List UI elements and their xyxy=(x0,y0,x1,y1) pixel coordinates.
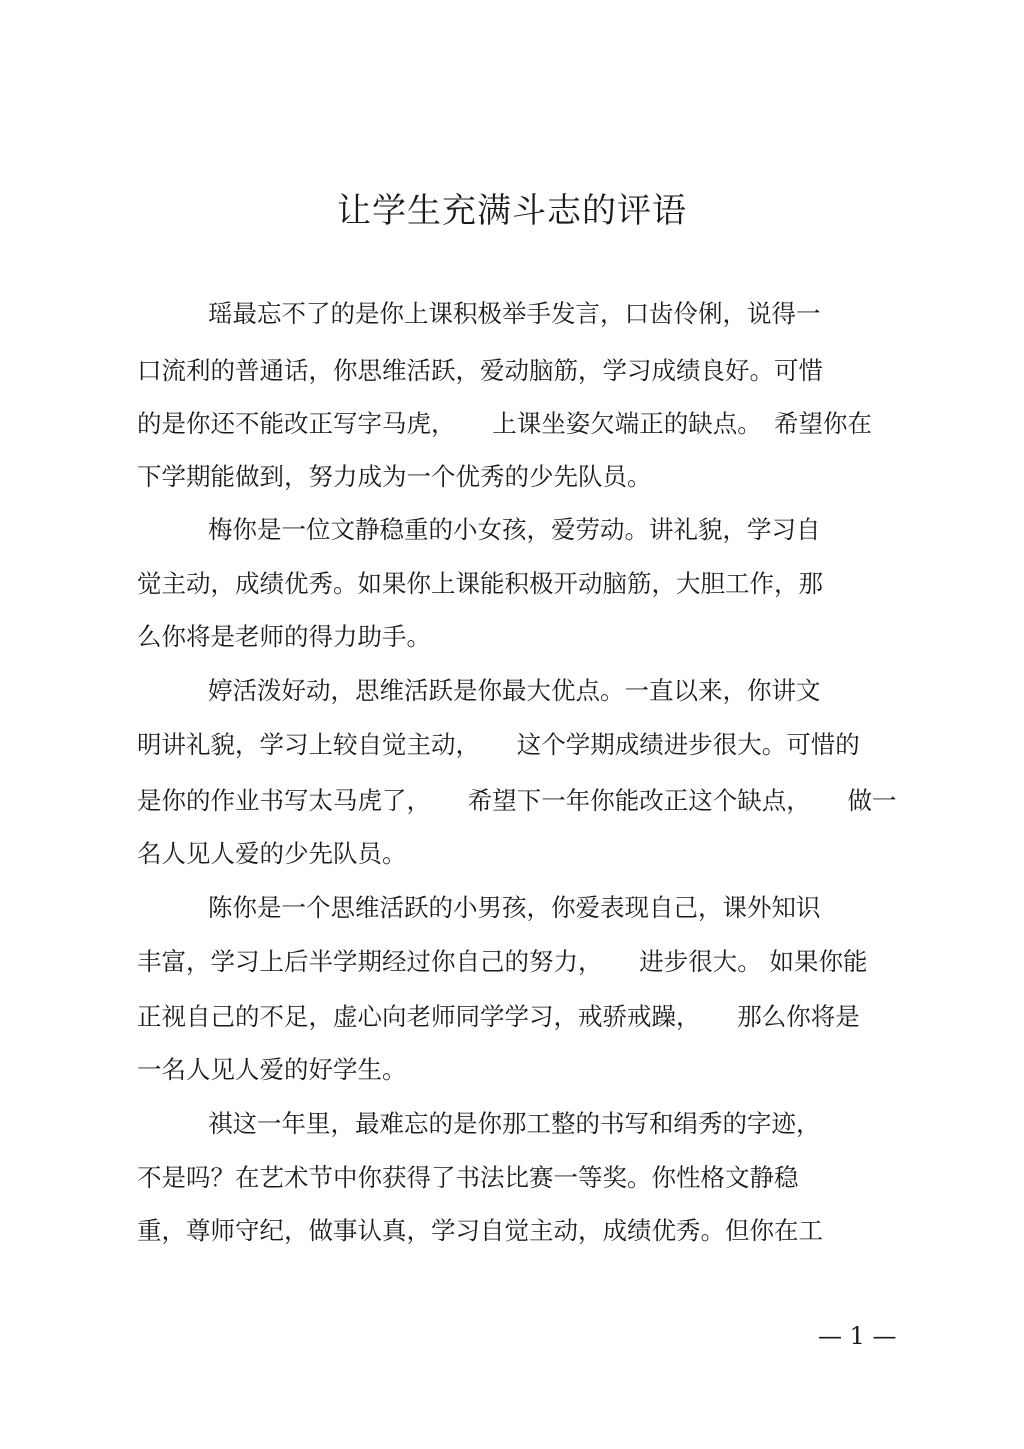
body-line: 陈你是一个思维活跃的小男孩，你爱表现自己，课外知识 xyxy=(208,893,821,922)
body-line: 祺这一年里，最难忘的是你那工整的书写和绢秀的字迹， xyxy=(208,1109,821,1138)
body-line: 口流利的普通话，你思维活跃，爱动脑筋，学习成绩良好。可惜 xyxy=(137,356,823,385)
body-line: 不是吗？在艺术节中你获得了书法比赛一等奖。你性格文静稳 xyxy=(137,1163,799,1192)
body-line: 婷活泼好动，思维活跃是你最大优点。一直以来，你讲文 xyxy=(208,676,821,705)
body-line: 丰富，学习上后半学期经过你自己的努力， 进步很大。 如果你能 xyxy=(137,947,868,976)
body-line: 么你将是老师的得力助手。 xyxy=(137,622,431,651)
body-line: 的是你还不能改正写字马虎， 上课坐姿欠端正的缺点。 希望你在 xyxy=(137,409,872,438)
body-line: 明讲礼貌，学习上较自觉主动， 这个学期成绩进步很大。可惜的 xyxy=(137,730,860,759)
page-number: — 1 — xyxy=(818,1322,897,1350)
body-line: 一名人见人爱的好学生。 xyxy=(137,1055,407,1084)
body-line: 瑶最忘不了的是你上课积极举手发言，口齿伶俐，说得一 xyxy=(208,299,821,328)
body-line: 重，尊师守纪，做事认真，学习自觉主动，成绩优秀。但你在工 xyxy=(137,1216,823,1245)
page-title: 让学生充满斗志的评语 xyxy=(337,191,687,231)
body-line: 觉主动，成绩优秀。如果你上课能积极开动脑筋，大胆工作，那 xyxy=(137,569,823,598)
body-line: 梅你是一位文静稳重的小女孩，爱劳动。讲礼貌，学习自 xyxy=(208,515,821,544)
body-line: 正视自己的不足，虚心向老师同学学习，戒骄戒躁， 那么你将是 xyxy=(137,1002,860,1031)
body-line: 下学期能做到，努力成为一个优秀的少先队员。 xyxy=(137,462,652,491)
body-line: 是你的作业书写太马虎了， 希望下一年你能改正这个缺点， 做一 xyxy=(137,786,897,815)
body-line: 名人见人爱的少先队员。 xyxy=(137,839,407,868)
